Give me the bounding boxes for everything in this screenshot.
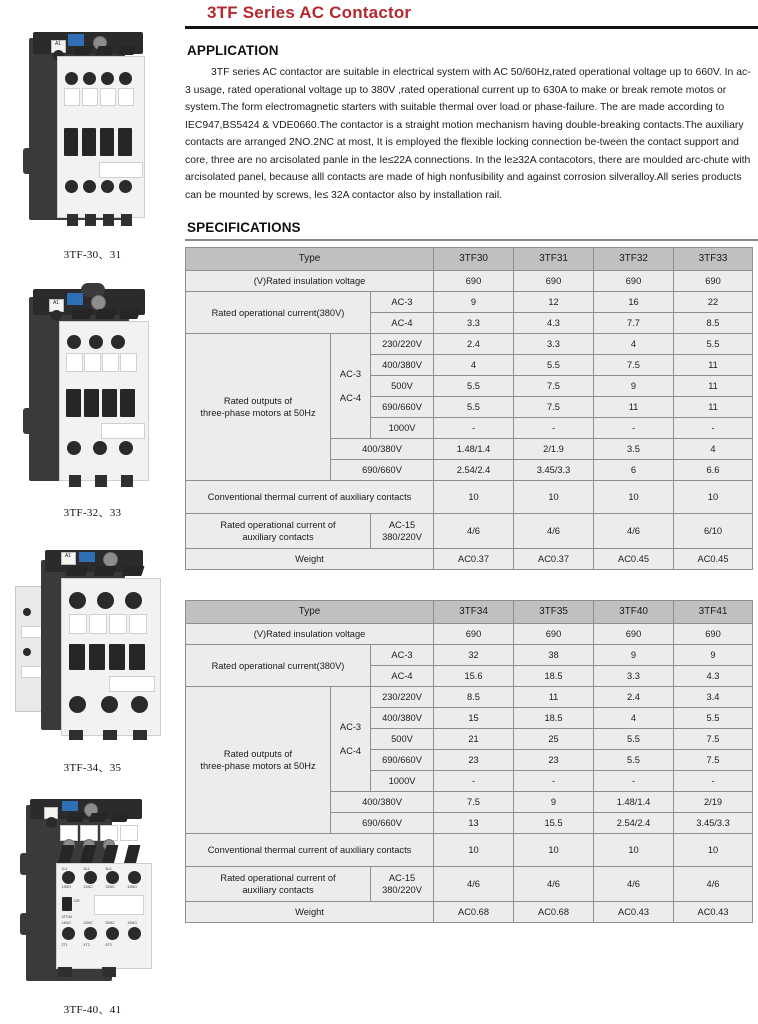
cell-insulation: 690 — [514, 271, 594, 292]
cell-ac4-v400: 2/1.9 — [514, 439, 594, 460]
cell-output-v230: 2.4 — [594, 687, 674, 708]
row-label-insulation: (V)Rated insulation voltage — [186, 271, 434, 292]
cell-output-v690: 5.5 — [434, 397, 514, 418]
row-label-v400: 400/380V — [371, 355, 434, 376]
row-label-aux-current — [186, 867, 371, 902]
cell-output-v500: 11 — [674, 376, 753, 397]
ac15-line-1: AC-15 — [388, 520, 416, 530]
cell-current-ac3: 9 — [434, 292, 514, 313]
table-header-model: 3TF30 — [434, 248, 514, 271]
row-label-v500: 500V — [371, 729, 434, 750]
terminal-label-21nc: 21NC — [83, 885, 93, 889]
product-figure-1 — [0, 28, 185, 262]
row-label-v690: 690/660V — [371, 750, 434, 771]
terminal-label-22e: 22E — [73, 899, 80, 903]
row-label-ac3: AC-3 — [371, 645, 434, 666]
contactor-illustration-2: A1 — [23, 283, 163, 495]
cell-weight: AC0.68 — [514, 902, 594, 923]
product-figure-4 — [0, 793, 185, 1017]
table-row — [186, 549, 753, 570]
cell-output-v690: 7.5 — [514, 397, 594, 418]
cell-current-ac4: 8.5 — [674, 313, 753, 334]
application-paragraph — [185, 64, 751, 204]
page-title: 3TF Series AC Contactor — [207, 3, 412, 22]
cell-ac4-v690: 2.54/2.4 — [434, 460, 514, 481]
outputs-line-2: three-phase motors at 50Hz — [200, 761, 316, 771]
row-label-ac3-ac4-group — [331, 334, 371, 439]
cell-current-ac4: 3.3 — [594, 666, 674, 687]
cell-output-v230: 5.5 — [674, 334, 753, 355]
terminal-label-32nc: 32NC — [105, 921, 115, 925]
table-row — [186, 514, 753, 549]
specifications-table-1 — [185, 247, 753, 570]
cell-weight: AC0.43 — [674, 902, 753, 923]
row-label-ac4-v690: 690/660V — [331, 813, 434, 834]
terminal-label-14no: 14NO — [61, 921, 71, 925]
table-row — [186, 902, 753, 923]
row-label-v500: 500V — [371, 376, 434, 397]
cell-current-ac3: 9 — [594, 645, 674, 666]
cell-ac4-v690: 3.45/3.3 — [674, 813, 753, 834]
cell-current-ac3: 22 — [674, 292, 753, 313]
cell-output-v500: 7.5 — [674, 729, 753, 750]
cell-weight: AC0.43 — [594, 902, 674, 923]
row-label-rated-current: Rated operational current(380V) — [186, 292, 371, 334]
cell-ac4-v400: 9 — [514, 792, 594, 813]
cell-output-v1000: - — [514, 418, 594, 439]
table-header-model: 3TF33 — [674, 248, 753, 271]
cell-insulation: 690 — [514, 624, 594, 645]
terminal-label-43no: 43NO — [127, 885, 137, 889]
row-label-aux-current — [186, 514, 371, 549]
cell-aux-current: 4/6 — [594, 514, 674, 549]
terminal-label-22nc: 22NC — [83, 921, 93, 925]
product-code-label: 3TF40 — [61, 915, 72, 919]
cell-output-v230: 2.4 — [434, 334, 514, 355]
cell-output-v500: 25 — [514, 729, 594, 750]
cell-aux-current: 4/6 — [434, 514, 514, 549]
specifications-table-2 — [185, 600, 753, 923]
cell-current-ac4: 18.5 — [514, 666, 594, 687]
table-header-model: 3TF31 — [514, 248, 594, 271]
cell-output-v500: 21 — [434, 729, 514, 750]
cell-output-v400: 15 — [434, 708, 514, 729]
content-column — [185, 0, 758, 923]
group-label-ac4: AC-4 — [339, 746, 362, 756]
row-label-v690: 690/660V — [371, 397, 434, 418]
cell-output-v1000: - — [434, 771, 514, 792]
group-label-ac4: AC-4 — [339, 393, 362, 403]
product-caption-3: 3TF-34、35 — [63, 762, 122, 774]
cell-output-v230: 11 — [514, 687, 594, 708]
table-row — [186, 601, 753, 624]
cell-current-ac4: 7.7 — [594, 313, 674, 334]
cell-ac4-v400: 2/19 — [674, 792, 753, 813]
cell-ac4-v690: 6.6 — [674, 460, 753, 481]
product-caption-2: 3TF-32、33 — [63, 507, 122, 519]
table-header-type: Type — [186, 248, 434, 271]
terminal-label-2t1: 2T1 — [61, 943, 68, 947]
ac15-line-1: AC-15 — [388, 873, 416, 883]
cell-current-ac3: 38 — [514, 645, 594, 666]
cell-current-ac4: 15.6 — [434, 666, 514, 687]
cell-output-v1000: - — [594, 418, 674, 439]
cell-output-v500: 5.5 — [594, 729, 674, 750]
outputs-line-1: Rated outputs of — [223, 749, 293, 759]
terminal-label-5l3: 5L3 — [105, 867, 112, 871]
product-figure-2 — [0, 283, 185, 520]
cell-insulation: 690 — [594, 624, 674, 645]
row-label-ac4: AC-4 — [371, 666, 434, 687]
cell-output-v500: 5.5 — [434, 376, 514, 397]
group-label-ac3: AC-3 — [339, 369, 362, 379]
cell-current-ac4: 3.3 — [434, 313, 514, 334]
cell-insulation: 690 — [594, 271, 674, 292]
ac15-line-2: 380/220V — [382, 532, 422, 542]
cell-output-v400: 4 — [434, 355, 514, 376]
cell-output-v1000: - — [674, 771, 753, 792]
cell-output-v230: 3.3 — [514, 334, 594, 355]
cell-thermal: 10 — [434, 481, 514, 514]
table-row — [186, 687, 753, 708]
row-label-rated-current: Rated operational current(380V) — [186, 645, 371, 687]
aux-line-1: Rated operational current of — [220, 873, 336, 883]
cell-ac4-v400: 7.5 — [434, 792, 514, 813]
row-label-weight: Weight — [186, 902, 434, 923]
cell-ac4-v690: 13 — [434, 813, 514, 834]
cell-weight: AC0.68 — [434, 902, 514, 923]
cell-current-ac3: 16 — [594, 292, 674, 313]
cell-output-v400: 11 — [674, 355, 753, 376]
aux-line-2: auxiliary contacts — [242, 885, 314, 895]
cell-output-v1000: - — [514, 771, 594, 792]
table-header-model: 3TF34 — [434, 601, 514, 624]
cell-current-ac4: 4.3 — [674, 666, 753, 687]
group-label-ac3: AC-3 — [339, 722, 362, 732]
row-label-ac4: AC-4 — [371, 313, 434, 334]
cell-ac4-v400: 4 — [674, 439, 753, 460]
table-row — [186, 645, 753, 666]
terminal-label-3l2: 3L2 — [83, 867, 90, 871]
table-header-model: 3TF32 — [594, 248, 674, 271]
specifications-divider — [185, 239, 758, 241]
product-caption-1: 3TF-30、31 — [63, 249, 122, 261]
cell-insulation: 690 — [674, 271, 753, 292]
cell-output-v400: 4 — [594, 708, 674, 729]
contactor-illustration-4 — [18, 793, 168, 993]
table-row — [186, 481, 753, 514]
cell-current-ac3: 32 — [434, 645, 514, 666]
title-divider — [185, 26, 758, 29]
cell-weight: AC0.37 — [514, 549, 594, 570]
row-label-thermal: Conventional thermal current of auxiliary contacts — [186, 481, 434, 514]
terminal-label-13no: 13NO — [61, 885, 71, 889]
cell-insulation: 690 — [434, 624, 514, 645]
row-label-rated-outputs — [186, 334, 331, 481]
cell-output-v1000: - — [434, 418, 514, 439]
cell-output-v230: 4 — [594, 334, 674, 355]
application-text: 3TF series AC contactor are suitable in electrical system with AC 50/60Hz,rated operational voltage up to 660V. In ac-3 usage, rated operational voltage up to 380V ,rated operational current up to 630A to make or break remote motos or system.The form electromagnetic starters with suitable thermal over load or phase-failure. The are made according to IEC947,BS5424 & VDE0660.The contactor is a straight motion mechanism having double-breaking contacts.The auxiliary contacts are arranged 2NO.2NC at most, It is employed the flexible locking connection be-tween the contact support and core, three are no arcisolated panle in the le≤22A connections. In the le≥32A contacotors, there are moulded arc-chute with arcisolated panel, because alll contacts are made of high nonfusibility and against corrosion silveralloy.All series products can be mounted by screws, le≤ 32A contactor also by installation rail. — [185, 67, 751, 201]
cell-thermal: 10 — [674, 481, 753, 514]
table-row — [186, 834, 753, 867]
aux-line-2: auxiliary contacts — [242, 532, 314, 542]
cell-aux-current: 4/6 — [434, 867, 514, 902]
section-heading-specifications: SPECIFICATIONS — [187, 220, 301, 235]
table-header-type: Type — [186, 601, 434, 624]
cell-weight: AC0.45 — [674, 549, 753, 570]
row-label-weight: Weight — [186, 549, 434, 570]
table-row — [186, 292, 753, 313]
section-heading-application: APPLICATION — [187, 43, 279, 58]
cell-thermal: 10 — [514, 481, 594, 514]
row-label-ac15 — [371, 867, 434, 902]
contactor-illustration-3: A1 — [13, 538, 173, 750]
cell-ac4-v690: 15.5 — [514, 813, 594, 834]
cell-weight: AC0.45 — [594, 549, 674, 570]
row-label-thermal: Conventional thermal current of auxiliary contacts — [186, 834, 434, 867]
row-label-ac4-v400: 400/380V — [331, 792, 434, 813]
cell-thermal: 10 — [594, 481, 674, 514]
product-image-column — [0, 0, 185, 1024]
terminal-label-6t3: 6T3 — [105, 943, 112, 947]
cell-aux-current: 4/6 — [514, 514, 594, 549]
row-label-ac15 — [371, 514, 434, 549]
cell-current-ac3: 9 — [674, 645, 753, 666]
row-label-ac4-v400: 400/380V — [331, 439, 434, 460]
cell-insulation: 690 — [434, 271, 514, 292]
table-header-model: 3TF40 — [594, 601, 674, 624]
cell-thermal: 10 — [514, 834, 594, 867]
terminal-label-4t2: 4T2 — [83, 943, 90, 947]
cell-output-v400: 5.5 — [514, 355, 594, 376]
cell-output-v690: 23 — [514, 750, 594, 771]
terminal-label-31nc: 31NC — [105, 885, 115, 889]
table-header-model: 3TF35 — [514, 601, 594, 624]
cell-ac4-v400: 3.5 — [594, 439, 674, 460]
row-label-ac3: AC-3 — [371, 292, 434, 313]
outputs-line-2: three-phase motors at 50Hz — [200, 408, 316, 418]
cell-output-v500: 9 — [594, 376, 674, 397]
row-label-v1000: 1000V — [371, 418, 434, 439]
cell-thermal: 10 — [594, 834, 674, 867]
row-label-v400: 400/380V — [371, 708, 434, 729]
cell-output-v400: 7.5 — [594, 355, 674, 376]
row-label-ac4-v690: 690/660V — [331, 460, 434, 481]
contactor-illustration-1: A1 — [23, 28, 163, 238]
cell-output-v690: 11 — [594, 397, 674, 418]
cell-thermal: 10 — [674, 834, 753, 867]
cell-output-v230: 8.5 — [434, 687, 514, 708]
table-row — [186, 624, 753, 645]
product-figure-3 — [0, 538, 185, 775]
row-label-v230: 230/220V — [371, 334, 434, 355]
ac15-line-2: 380/220V — [382, 885, 422, 895]
cell-output-v690: 11 — [674, 397, 753, 418]
table-header-model: 3TF41 — [674, 601, 753, 624]
cell-insulation: 690 — [674, 624, 753, 645]
cell-aux-current: 4/6 — [674, 867, 753, 902]
cell-output-v690: 23 — [434, 750, 514, 771]
table-row — [186, 334, 753, 355]
cell-ac4-v690: 2.54/2.4 — [594, 813, 674, 834]
row-label-rated-outputs — [186, 687, 331, 834]
cell-ac4-v400: 1.48/1.4 — [434, 439, 514, 460]
product-caption-4: 3TF-40、41 — [63, 1004, 122, 1016]
cell-current-ac4: 4.3 — [514, 313, 594, 334]
table-row — [186, 867, 753, 902]
row-label-ac3-ac4-group — [331, 687, 371, 792]
terminal-label-1l1: 1L1 — [61, 867, 68, 871]
cell-aux-current: 6/10 — [674, 514, 753, 549]
cell-ac4-v690: 3.45/3.3 — [514, 460, 594, 481]
cell-output-v690: 7.5 — [674, 750, 753, 771]
cell-output-v1000: - — [594, 771, 674, 792]
cell-thermal: 10 — [434, 834, 514, 867]
row-label-v1000: 1000V — [371, 771, 434, 792]
cell-output-v690: 5.5 — [594, 750, 674, 771]
row-label-v230: 230/220V — [371, 687, 434, 708]
aux-line-1: Rated operational current of — [220, 520, 336, 530]
cell-aux-current: 4/6 — [514, 867, 594, 902]
cell-output-v230: 3.4 — [674, 687, 753, 708]
terminal-label-44no: 44NO — [127, 921, 137, 925]
table-row — [186, 248, 753, 271]
cell-ac4-v400: 1.48/1.4 — [594, 792, 674, 813]
cell-aux-current: 4/6 — [594, 867, 674, 902]
table-row — [186, 271, 753, 292]
cell-output-v400: 5.5 — [674, 708, 753, 729]
cell-weight: AC0.37 — [434, 549, 514, 570]
outputs-line-1: Rated outputs of — [223, 396, 293, 406]
cell-output-v400: 18.5 — [514, 708, 594, 729]
cell-ac4-v690: 6 — [594, 460, 674, 481]
cell-output-v1000: - — [674, 418, 753, 439]
cell-current-ac3: 12 — [514, 292, 594, 313]
cell-output-v500: 7.5 — [514, 376, 594, 397]
row-label-insulation: (V)Rated insulation voltage — [186, 624, 434, 645]
